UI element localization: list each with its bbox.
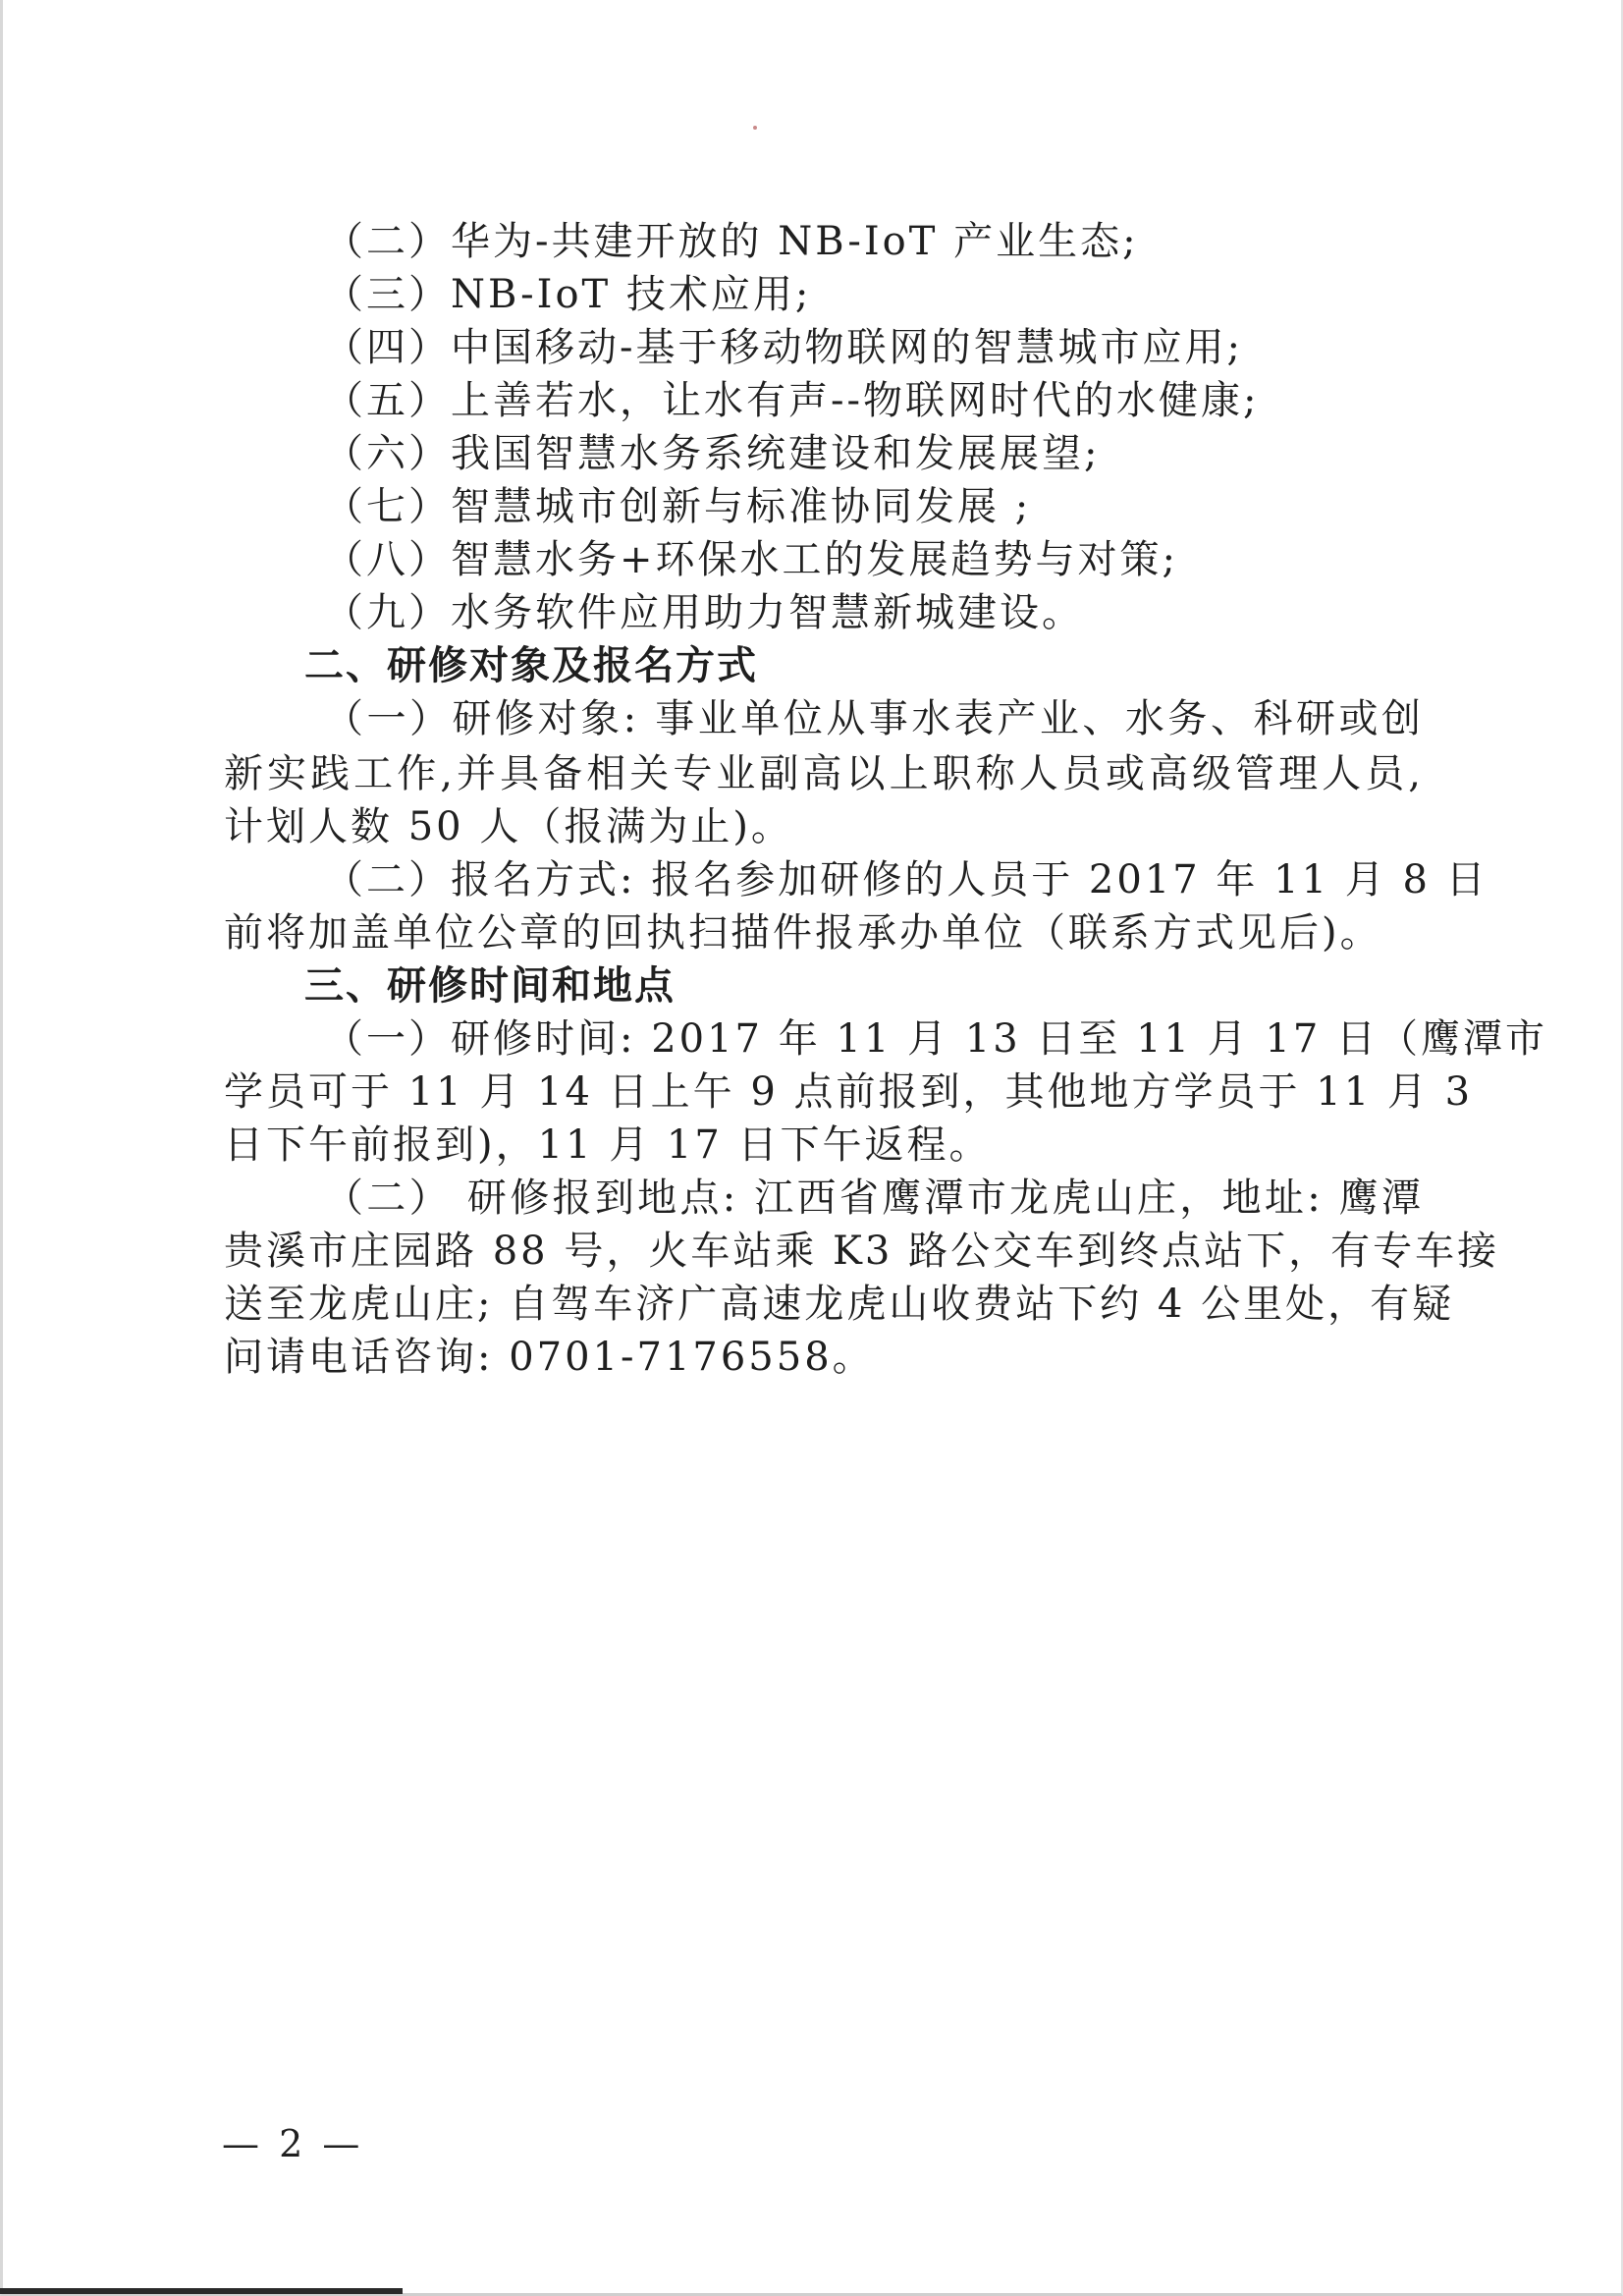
paragraph-line: （二）报名方式: 报名参加研修的人员于 2017 年 11 月 8 日: [324, 857, 1488, 902]
section-heading-registration: 二、研修对象及报名方式: [304, 643, 758, 688]
paragraph-line: 日下午前报到)，11 月 17 日下午返程。: [224, 1122, 992, 1168]
list-item: （二）华为-共建开放的 NB-IoT 产业生态;: [324, 219, 1139, 264]
list-item: （四）中国移动-基于移动物联网的智慧城市应用;: [324, 325, 1243, 370]
paragraph-line: （二） 研修报到地点: 江西省鹰潭市龙虎山庄，地址: 鹰潭: [324, 1175, 1424, 1221]
scan-edge-mark: [0, 2288, 403, 2294]
paragraph-line: 前将加盖单位公章的回执扫描件报承办单位（联系方式见后)。: [224, 910, 1382, 956]
paragraph-line: 新实践工作,并具备相关专业副高以上职称人员或高级管理人员,: [224, 751, 1424, 796]
list-item: （七）智慧城市创新与标准协同发展 ;: [324, 484, 1032, 529]
paragraph-line: 送至龙虎山庄; 自驾车济广高速龙虎山收费站下约 4 公里处，有疑: [224, 1282, 1455, 1327]
paragraph-line: （一）研修时间: 2017 年 11 月 13 日至 11 月 17 日（鹰潭市: [324, 1016, 1548, 1062]
paragraph-line: （一）研修对象: 事业单位从事水表产业、水务、科研或创: [324, 696, 1424, 741]
paragraph-line: 计划人数 50 人（报满为止)。: [224, 804, 793, 849]
list-item: （三）NB-IoT 技术应用;: [324, 272, 812, 317]
scan-speck: [753, 126, 757, 130]
paragraph-line: 贵溪市庄园路 88 号，火车站乘 K3 路公交车到终点站下，有专车接: [224, 1229, 1500, 1274]
page-number: — 2 —: [222, 2122, 364, 2165]
list-item: （五）上善若水，让水有声--物联网时代的水健康;: [324, 378, 1260, 423]
list-item: （六）我国智慧水务系统建设和发展展望;: [324, 431, 1101, 476]
list-item: （八）智慧水务+环保水工的发展趋势与对策;: [324, 537, 1178, 582]
section-heading-time-location: 三、研修时间和地点: [304, 963, 676, 1009]
paragraph-line: 问请电话咨询: 0701-7176558。: [224, 1335, 875, 1380]
paragraph-line: 学员可于 11 月 14 日上午 9 点前报到，其他地方学员于 11 月 3: [224, 1069, 1474, 1115]
list-item: （九）水务软件应用助力智慧新城建设。: [324, 590, 1084, 635]
